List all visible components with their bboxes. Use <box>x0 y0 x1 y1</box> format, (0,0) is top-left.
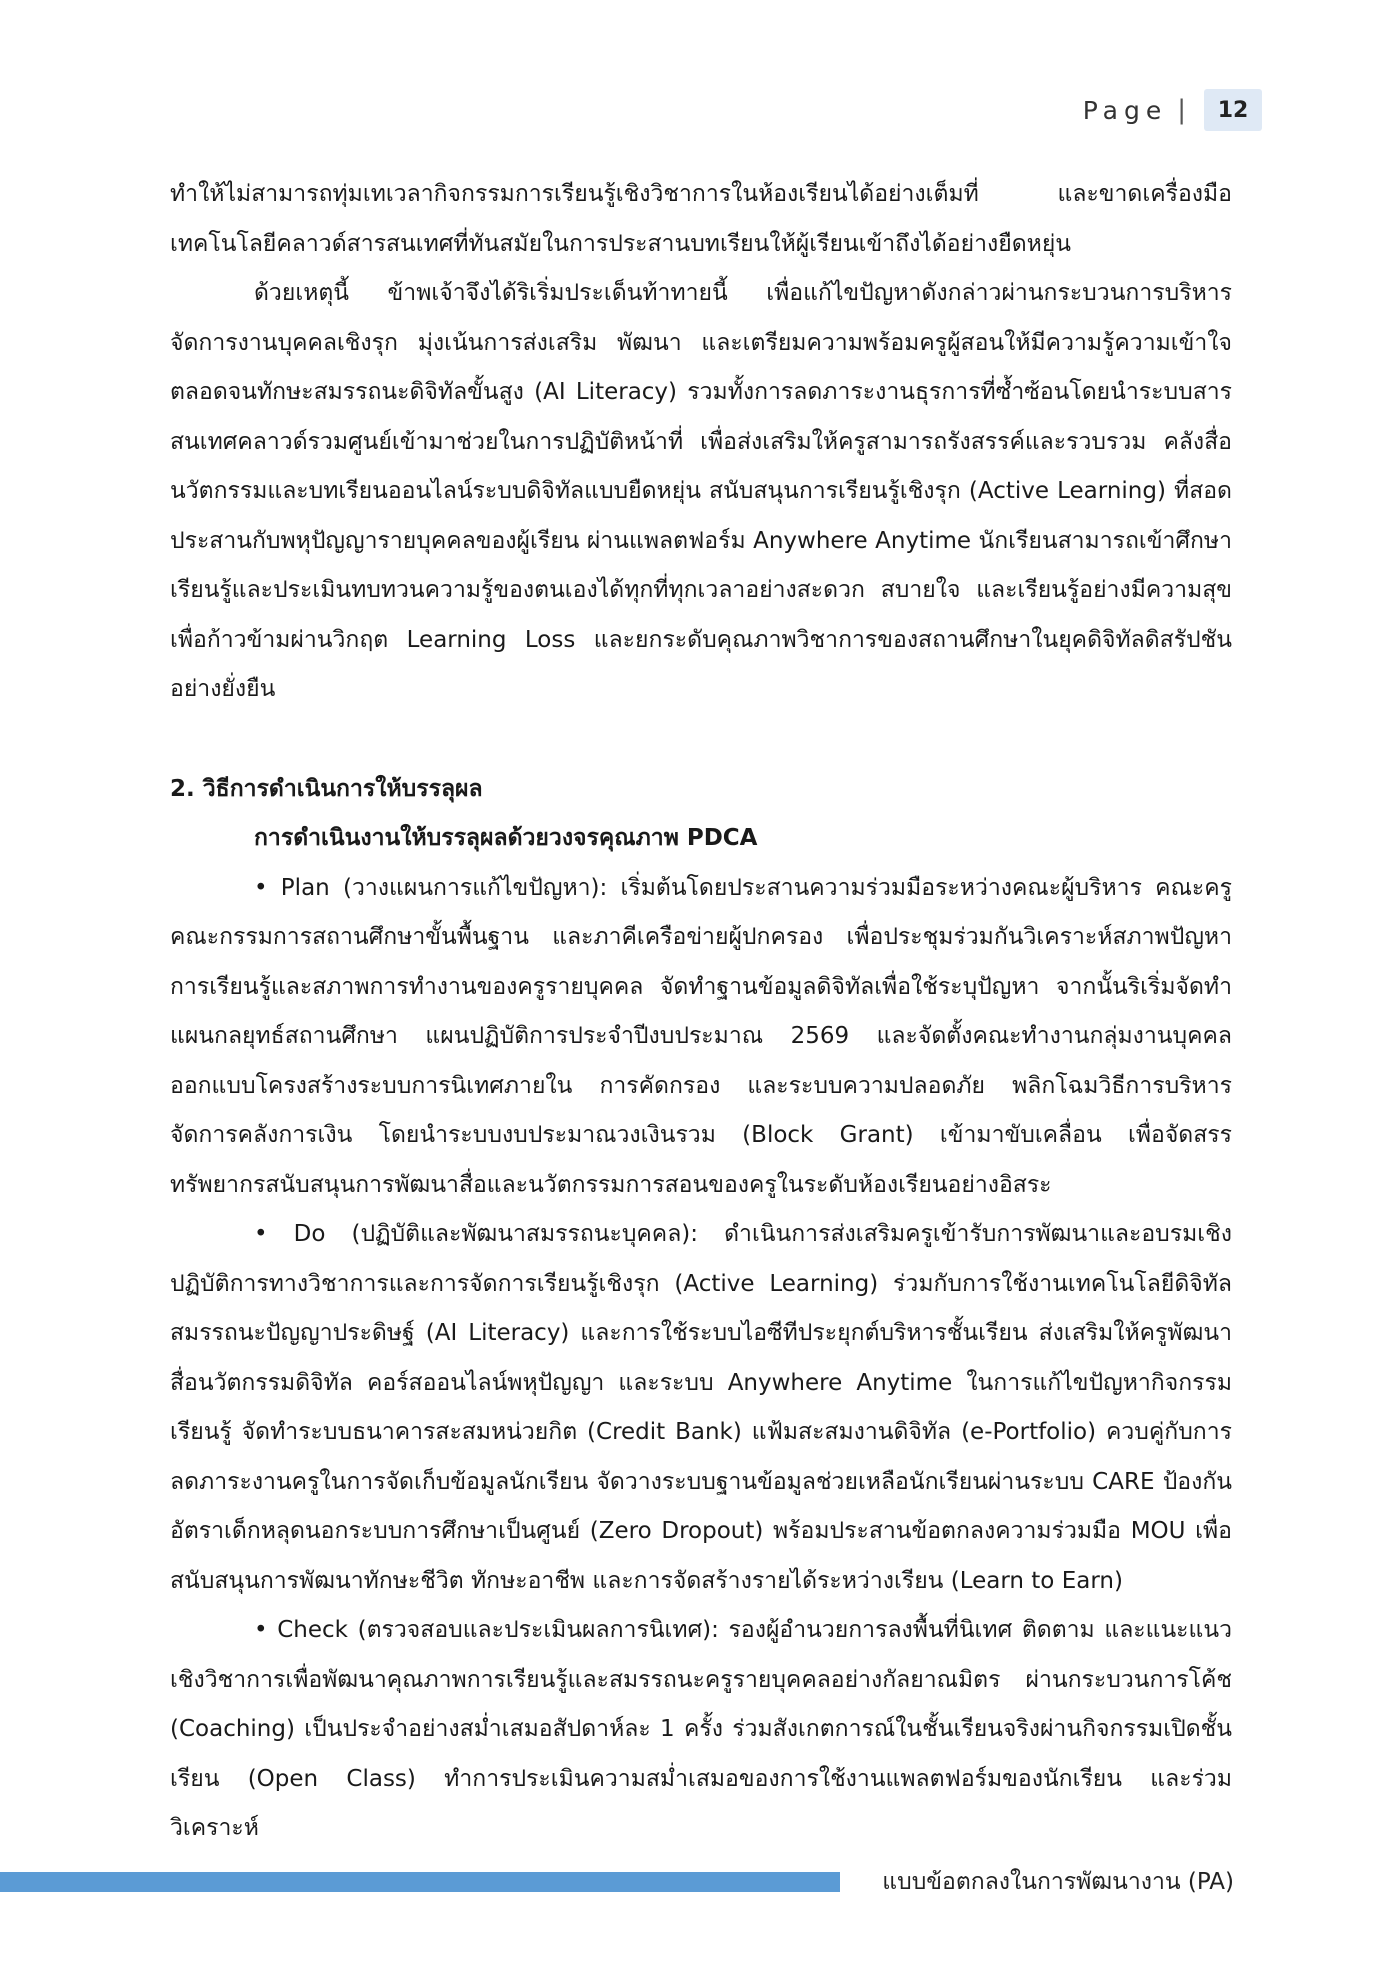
page-separator: | <box>1177 95 1186 125</box>
paragraph-do: • Do (ปฏิบัติและพัฒนาสมรรถนะบุคคล): ดำเนินการส่งเสริมครูเข้ารับการพัฒนาและอบรมเชิงปฏิบัติการทางวิชาการและการจัดการเรียนรู้เชิงรุก (Active Learning) ร่วมกับการใช้งานเทคโนโลยีดิจิทัลสมรรถนะปัญญาประดิษฐ์ (AI Literacy) และการใช้ระบบไอซีทีประยุกต์บริหารชั้นเรียน ส่งเสริมให้ครูพัฒนาสื่อนวัตกรรมดิจิทัล คอร์สออนไลน์พหุปัญญา และระบบ Anywhere Anytime ในการแก้ไขปัญหากิจกรรมเรียนรู้ จัดทำระบบธนาคารสะสมหน่วยกิต (Credit Bank) แฟ้มสะสมงานดิจิทัล (e-Portfolio) ควบคู่กับการลดภาระงานครูในการจัดเก็บข้อมูลนักเรียน จัดวางระบบฐานข้อมูลช่วยเหลือนักเรียนผ่านระบบ CARE ป้องกันอัตราเด็กหลุดนอกระบบการศึกษาเป็นศูนย์ (Zero Dropout) พร้อมประสานข้อตกลงความร่วมมือ MOU เพื่อสนับสนุนการพัฒนาทักษะชีวิต ทักษะอาชีพ และการจัดสร้างรายได้ระหว่างเรียน (Learn to Earn) <box>170 1221 1232 1594</box>
document-body <box>170 170 1232 1854</box>
page-number-badge: 12 <box>1204 89 1262 131</box>
page-label: Page <box>1082 95 1168 125</box>
paragraph-check: • Check (ตรวจสอบและประเมินผลการนิเทศ): รองผู้อำนวยการลงพื้นที่นิเทศ ติดตาม และแนะแนวเชิงวิชาการเพื่อพัฒนาคุณภาพการเรียนรู้และสมรรถนะครูรายบุคคลอย่างกัลยาณมิตร ผ่านกระบวนการโค้ช (Coaching) เป็นประจำอย่างสม่ำเสมอสัปดาห์ละ 1 ครั้ง ร่วมสังเกตการณ์ในชั้นเรียนจริงผ่านกิจกรรมเปิดชั้นเรียน (Open Class) ทำการประเมินความสม่ำเสมอของการใช้งานแพลตฟอร์มของนักเรียน และร่วมวิเคราะห์ <box>170 1617 1232 1841</box>
paragraph-plan: • Plan (วางแผนการแก้ไขปัญหา): เริ่มต้นโดยประสานความร่วมมือระหว่างคณะผู้บริหาร คณะครู คณะกรรมการสถานศึกษาขั้นพื้นฐาน และภาคีเครือข่ายผู้ปกครอง เพื่อประชุมร่วมกันวิเคราะห์สภาพปัญหาการเรียนรู้และสภาพการทำงานของครูรายบุคคล จัดทำฐานข้อมูลดิจิทัลเพื่อใช้ระบุปัญหา จากนั้นริเริ่มจัดทำแผนกลยุทธ์สถานศึกษา แผนปฏิบัติการประจำปีงบประมาณ 2569 และจัดตั้งคณะทำงานกลุ่มงานบุคคลออกแบบโครงสร้างระบบการนิเทศภายใน การคัดกรอง และระบบความปลอดภัย พลิกโฉมวิธีการบริหารจัดการคลังการเงิน โดยนำระบบงบประมาณวงเงินรวม (Block Grant) เข้ามาขับเคลื่อน เพื่อจัดสรรทรัพยากรสนับสนุนการพัฒนาสื่อและนวัตกรรมการสอนของครูในระดับห้องเรียนอย่างอิสระ <box>170 874 1232 1198</box>
page-header <box>1083 88 1262 132</box>
footer-title: แบบข้อตกลงในการพัฒนางาน (PA) <box>882 1869 1234 1895</box>
footer-accent-bar <box>0 1872 840 1892</box>
sub-heading: การดำเนินงานให้บรรลุผลด้วยวงจรคุณภาพ PDCA <box>254 825 758 851</box>
paragraph-rationale: ด้วยเหตุนี้ ข้าพเจ้าจึงได้ริเริ่มประเด็นท้าทายนี้ เพื่อแก้ไขปัญหาดังกล่าวผ่านกระบวนการบริหารจัดการงานบุคคลเชิงรุก มุ่งเน้นการส่งเสริม พัฒนา และเตรียมความพร้อมครูผู้สอนให้มีความรู้ความเข้าใจตลอดจนทักษะสมรรถนะดิจิทัลขั้นสูง (AI Literacy) รวมทั้งการลดภาระงานธุรการที่ซ้ำซ้อนโดยนำระบบสารสนเทศคลาวด์รวมศูนย์เข้ามาช่วยในการปฏิบัติหน้าที่ เพื่อส่งเสริมให้ครูสามารถรังสรรค์และรวบรวม คลังสื่อนวัตกรรมและบทเรียนออนไลน์ระบบดิจิทัลแบบยืดหยุ่น สนับสนุนการเรียนรู้เชิงรุก (Active Learning) ที่สอดประสานกับพหุปัญญารายบุคคลของผู้เรียน ผ่านแพลตฟอร์ม Anywhere Anytime นักเรียนสามารถเข้าศึกษาเรียนรู้และประเมินทบทวนความรู้ของตนเองได้ทุกที่ทุกเวลาอย่างสะดวก สบายใจ และเรียนรู้อย่างมีความสุข เพื่อก้าวข้ามผ่านวิกฤต Learning Loss และยกระดับคุณภาพวิชาการของสถานศึกษาในยุคดิจิทัลดิสรัปชันอย่างยั่งยืน <box>170 280 1232 702</box>
section-heading: 2. วิธีการดำเนินการให้บรรลุผล <box>170 775 483 802</box>
section-spacer <box>170 715 1232 765</box>
paragraph-continuation: ทำให้ไม่สามารถทุ่มเทเวลากิจกรรมการเรียนรู้เชิงวิชาการในห้องเรียนได้อย่างเต็มที่ และขาดเครื่องมือเทคโนโลยีคลาวด์สารสนเทศที่ทันสมัยในการประสานบทเรียนให้ผู้เรียนเข้าถึงได้อย่างยืดหยุ่น <box>170 181 1232 257</box>
